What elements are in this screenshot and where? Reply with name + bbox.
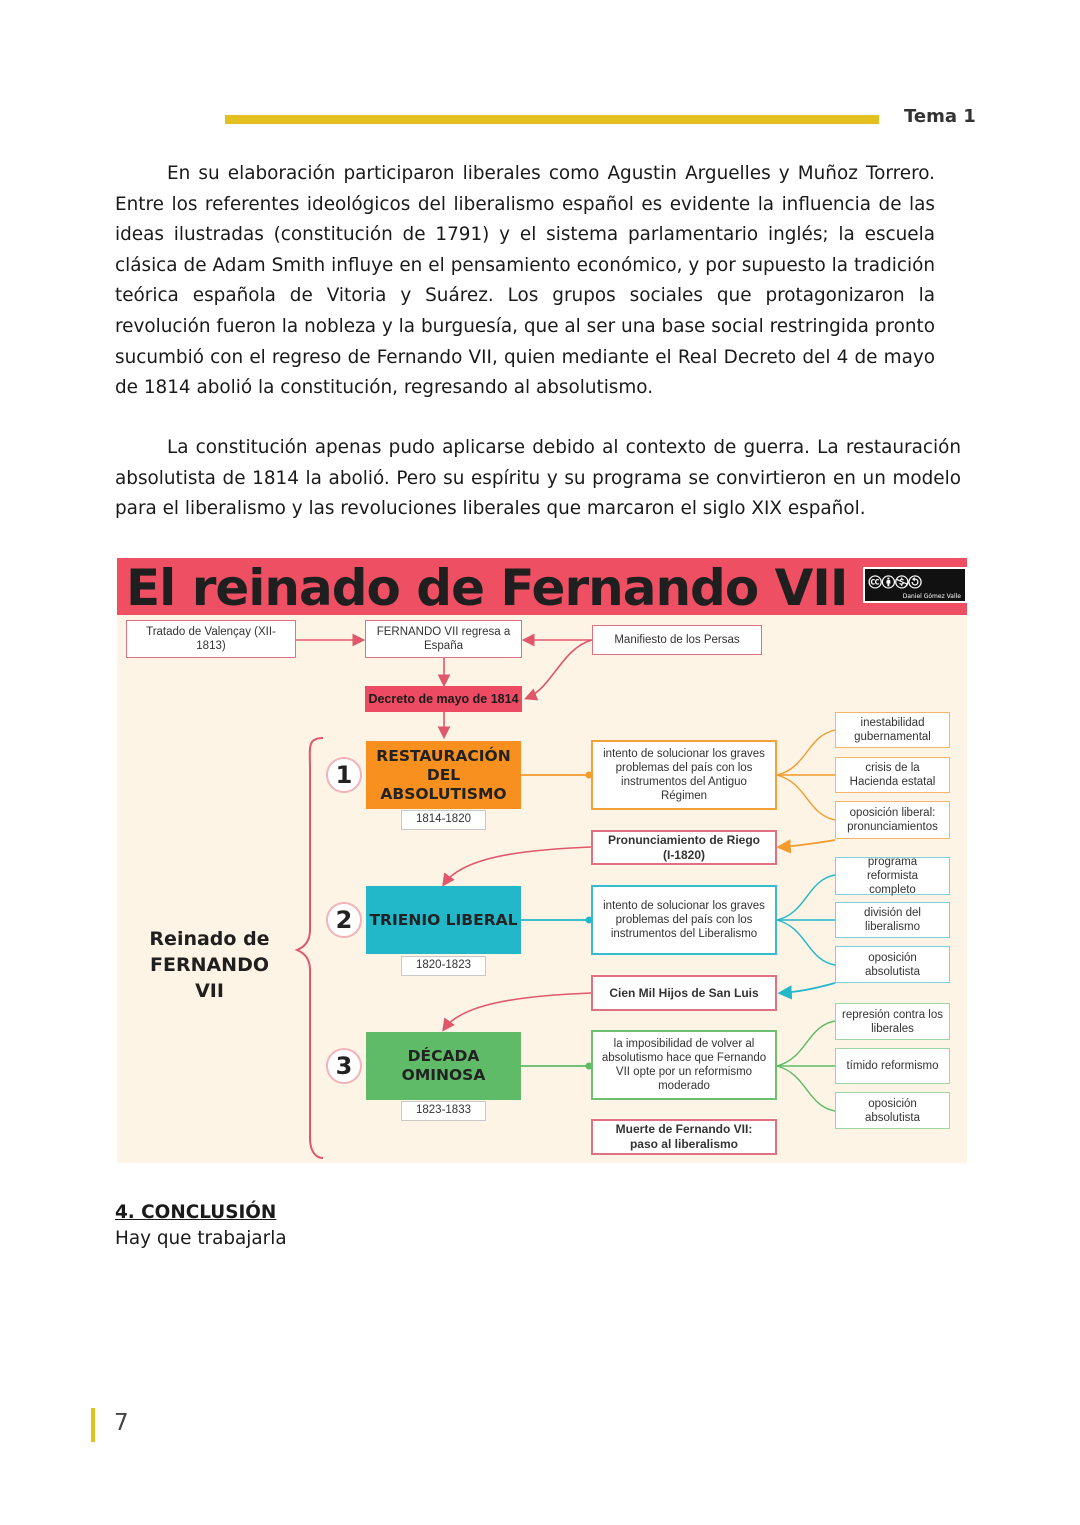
diagram-author: Daniel Gómez Valle — [902, 593, 961, 600]
tratado-valencay-box: Tratado de Valençay (XII-1813) — [126, 620, 296, 658]
reinado-label — [137, 926, 282, 1004]
diagram-title: El reinado de Fernando VII — [126, 559, 848, 617]
header-bar — [225, 115, 879, 124]
stage-3-dates: 1823-1833 — [401, 1101, 486, 1121]
decreto-mayo-box: Decreto de mayo de 1814 — [365, 686, 522, 712]
muerte-fernando-box: Muerte de Fernando VII: paso al liberalismo — [591, 1119, 777, 1155]
stage-1-box: RESTAURACIÓN DEL ABSOLUTISMO — [366, 741, 521, 809]
paragraph-1: En su elaboración participaron liberales como Agustin Arguelles y Muñoz Torrero. Entre los referentes ideológicos del liberalismo español es evidente la influencia de las ideas ilustradas (constitución de 1791) y el sistema parlamentario inglés; la escuela clásica de Adam Smith influye en el pensamiento económico, y por supuesto la tradición teórica española de Vitoria y Suárez. Los grupos sociales que protagonizaron la revolución fueron la nobleza y la burguesía, que al ser una base social restringida pronto sucumbió con el regreso de Fernando VII, quien mediante el Real Decreto del 4 de mayo de 1814 abolió la constitución, regresando al absolutismo. — [115, 163, 935, 399]
stage-2-dates: 1820-1823 — [401, 956, 486, 976]
conclusion-text: Hay que trabajarla — [115, 1228, 287, 1249]
fernando-regresa-box: FERNANDO VII regresa a España — [365, 620, 522, 658]
riego-pronunciamiento-box: Pronunciamiento de Riego (I-1820) — [591, 830, 777, 865]
stage-3-outcome-1: represión contra los liberales — [835, 1003, 950, 1040]
reinado-label-line1: Reinado de — [149, 928, 270, 950]
page-number-bar — [91, 1408, 95, 1442]
stage-2-description: intento de solucionar los graves problemas del país con los instrumentos del Liberalismo — [591, 885, 777, 955]
stage-1-dates: 1814-1820 — [401, 810, 486, 830]
fernando-vii-diagram — [117, 558, 967, 1163]
page-number: 7 — [114, 1410, 129, 1436]
stage-1-outcome-1: inestabilidad gubernamental — [835, 712, 950, 748]
stage-2-number: 2 — [326, 902, 362, 938]
stage-3-number: 3 — [326, 1048, 362, 1084]
stage-1-outcome-3: oposición liberal: pronunciamientos — [835, 801, 950, 839]
stage-2-outcome-3: oposición absolutista — [835, 946, 950, 983]
paragraph-2: La constitución apenas pudo aplicarse debido al contexto de guerra. La restauración absolutista de 1814 la abolió. Pero su espíritu y su programa se convirtieron en un modelo para el liberalismo y las revoluciones liberales que marcaron el siglo XIX español. — [115, 437, 961, 520]
stage-2-box: TRIENIO LIBERAL — [366, 886, 521, 954]
header-topic: Tema 1 — [904, 106, 976, 127]
stage-2-outcome-1: programa reformista completo — [835, 857, 950, 895]
stage-3-box: DÉCADA OMINOSA — [366, 1032, 521, 1100]
stage-1-description: intento de solucionar los graves problemas del país con los instrumentos del Antiguo Régimen — [591, 740, 777, 810]
stage-1-number: 1 — [326, 757, 362, 793]
stage-3-outcome-2: tímido reformismo — [835, 1048, 950, 1084]
stage-1-outcome-2: crisis de la Hacienda estatal — [835, 757, 950, 793]
conclusion-heading: 4. CONCLUSIÓN — [115, 1202, 277, 1223]
stage-3-description: la imposibilidad de volver al absolutismo hace que Fernando VII opte por un reformismo moderado — [591, 1030, 777, 1100]
stage-3-outcome-3: oposición absolutista — [835, 1092, 950, 1129]
cc-license-icon: 🅭🅯🄏🄎 — [869, 570, 923, 594]
cien-mil-hijos-box: Cien Mil Hijos de San Luis — [591, 975, 777, 1011]
manifiesto-persas-box: Manifiesto de los Persas — [592, 625, 762, 655]
reinado-label-line2: FERNANDO VII — [149, 954, 270, 1002]
stage-2-outcome-2: división del liberalismo — [835, 902, 950, 938]
